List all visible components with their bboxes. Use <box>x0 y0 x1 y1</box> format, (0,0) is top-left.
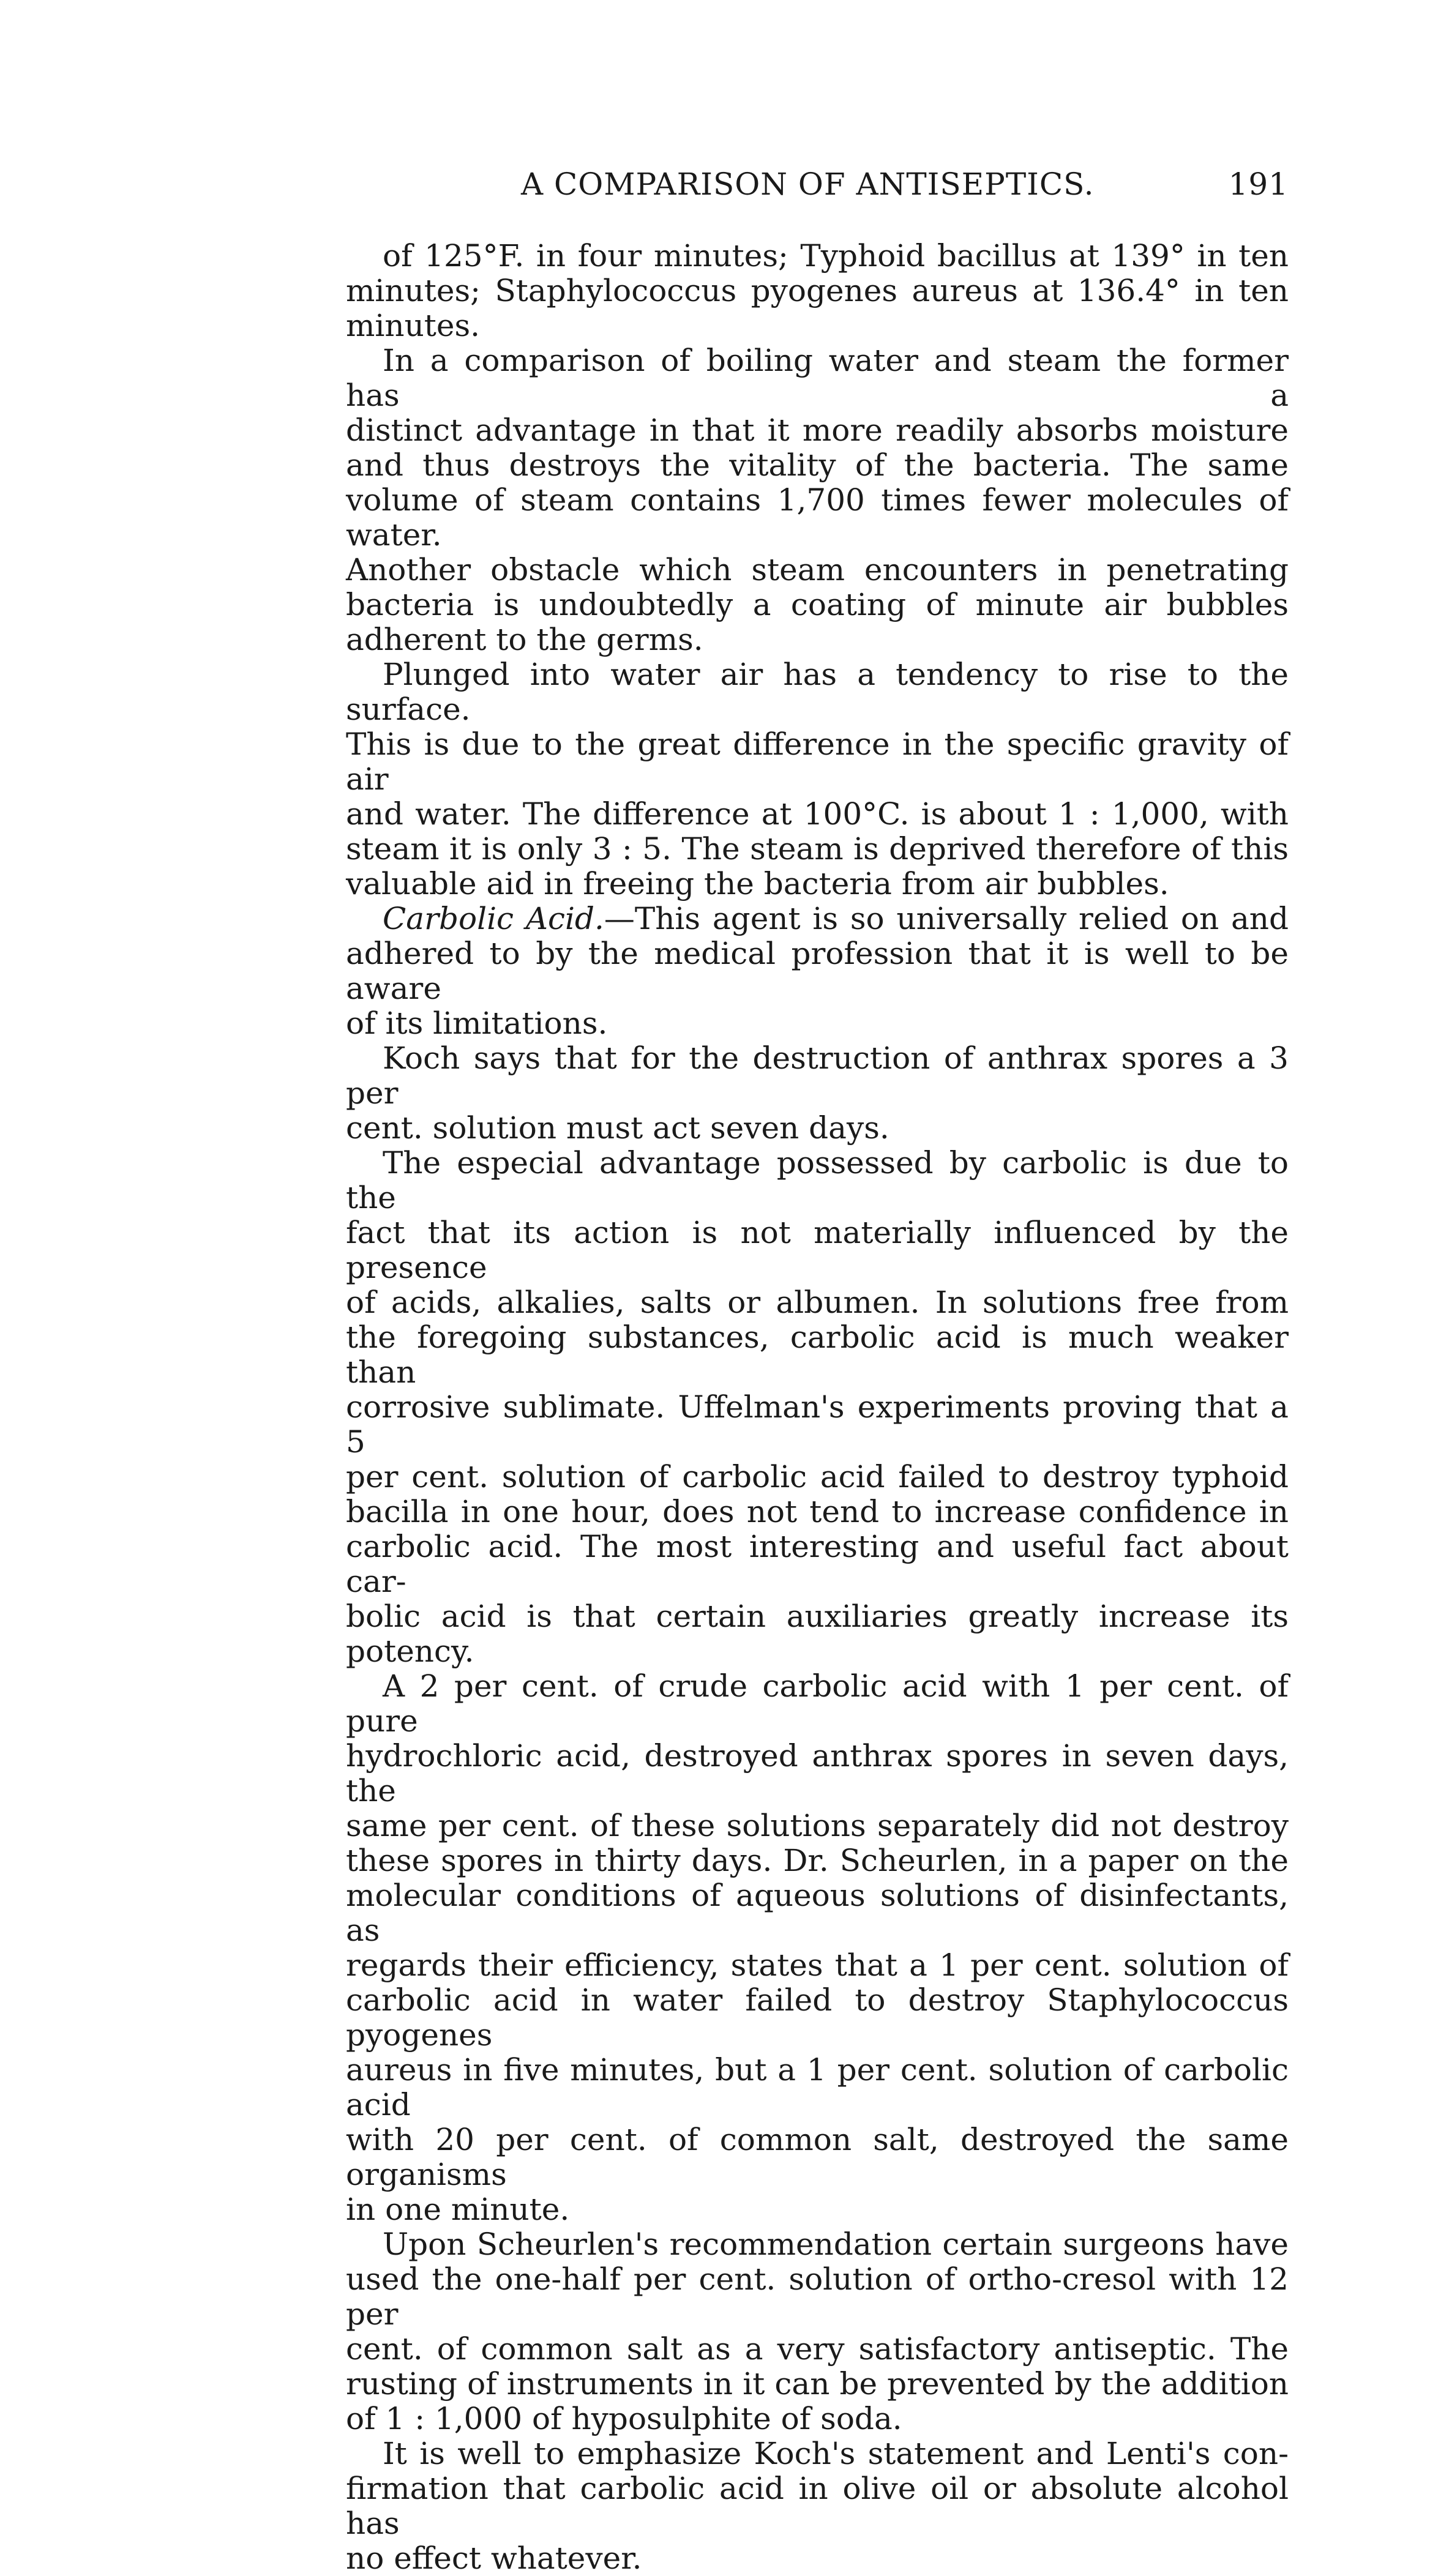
body-text <box>346 239 1289 2576</box>
text-line: In a comparison of boiling water and steam the former has a <box>346 343 1289 413</box>
text-line: cent. solution must act seven days. <box>346 1110 889 1146</box>
text-line: distinct advantage in that it more readily absorbs moisture <box>346 413 1289 448</box>
page-number: 191 <box>1228 166 1289 202</box>
text-line: no effect whatever. <box>346 2541 642 2576</box>
running-head <box>346 166 1289 209</box>
text-line: per cent. solution of carbolic acid failed to destroy typhoid <box>346 1459 1289 1495</box>
text-line: bacilla in one hour, does not tend to increase confidence in <box>346 1494 1289 1529</box>
text-line: of acids, alkalies, salts or albumen. In solutions free from <box>346 1285 1289 1320</box>
text-line: and thus destroys the vitality of the bacteria. The same <box>346 447 1289 483</box>
text-line: valuable aid in freeing the bacteria from air bubbles. <box>346 866 1169 902</box>
text-line: adhered to by the medical profession that it is well to be aware <box>346 936 1289 1006</box>
text-line: rusting of instruments in it can be prevented by the addition <box>346 2366 1289 2402</box>
text-line: fact that its action is not materially influenced by the presence <box>346 1215 1289 1285</box>
text-line: volume of steam contains 1,700 times fewer molecules of water. <box>346 482 1289 553</box>
text-line: used the one-half per cent. solution of ortho-cresol with 12 per <box>346 2261 1289 2332</box>
text-line: Another obstacle which steam encounters in penetrating <box>346 552 1289 588</box>
text-line: minutes; Staphylococcus pyogenes aureus at 136.4° in ten <box>346 273 1289 308</box>
text-line: bacteria is undoubtedly a coating of minute air bubbles <box>346 587 1289 622</box>
text-line: minutes. <box>346 308 481 343</box>
section-heading: Carbolic Acid. <box>383 901 604 936</box>
text-line: in one minute. <box>346 2192 570 2227</box>
text-line-content: —This agent is so universally relied on and <box>604 901 1289 936</box>
running-title: A COMPARISON OF ANTISEPTICS. <box>521 166 1095 202</box>
text-line: corrosive sublimate. Uffelman's experiments proving that a 5 <box>346 1389 1289 1460</box>
text-line: same per cent. of these solutions separately did not destroy <box>346 1808 1289 1843</box>
text-line: and water. The difference at 100°C. is about 1 : 1,000, with <box>346 796 1289 832</box>
text-line: with 20 per cent. of common salt, destroyed the same organisms <box>346 2122 1289 2192</box>
text-line: the foregoing substances, carbolic acid is much weaker than <box>346 1320 1289 1390</box>
text-line: aureus in five minutes, but a 1 per cent. solution of carbolic acid <box>346 2052 1289 2122</box>
text-line: It is well to emphasize Koch's statement and Lenti's con- <box>383 2436 1289 2471</box>
text-line: of 125°F. in four minutes; Typhoid bacillus at 139° in ten <box>383 238 1289 274</box>
text-line: molecular conditions of aqueous solutions of disinfectants, as <box>346 1878 1289 1948</box>
text-line: carbolic acid. The most interesting and useful fact about car- <box>346 1529 1289 1599</box>
text-line: regards their efficiency, states that a 1 per cent. solution of <box>346 1947 1289 1983</box>
text-line: of its limitations. <box>346 1006 608 1041</box>
text-line: of 1 : 1,000 of hyposulphite of soda. <box>346 2401 902 2436</box>
text-line: This is due to the great difference in the specific gravity of air <box>346 726 1289 797</box>
text-line: Plunged into water air has a tendency to rise to the surface. <box>346 657 1289 727</box>
text-line: A 2 per cent. of crude carbolic acid with 1 per cent. of pure <box>346 1668 1289 1739</box>
text-line: The especial advantage possessed by carbolic is due to the <box>346 1145 1289 1215</box>
text-line: bolic acid is that certain auxiliaries greatly increase its potency. <box>346 1599 1289 1669</box>
text-line: these spores in thirty days. Dr. Scheurlen, in a paper on the <box>346 1843 1289 1878</box>
text-line: carbolic acid in water failed to destroy Staphylococcus pyogenes <box>346 1982 1289 2053</box>
text-line: Upon Scheurlen's recommendation certain surgeons have <box>383 2227 1289 2262</box>
text-line: steam it is only 3 : 5. The steam is deprived therefore of this <box>346 831 1289 867</box>
text-line: Koch says that for the destruction of anthrax spores a 3 per <box>346 1040 1289 1111</box>
text-line <box>346 902 1289 936</box>
text-line: adherent to the germs. <box>346 622 703 657</box>
text-line: cent. of common salt as a very satisfactory antiseptic. The <box>346 2331 1289 2367</box>
text-line: firmation that carbolic acid in olive oil or absolute alcohol has <box>346 2471 1289 2541</box>
text-line: hydrochloric acid, destroyed anthrax spores in seven days, the <box>346 1738 1289 1809</box>
